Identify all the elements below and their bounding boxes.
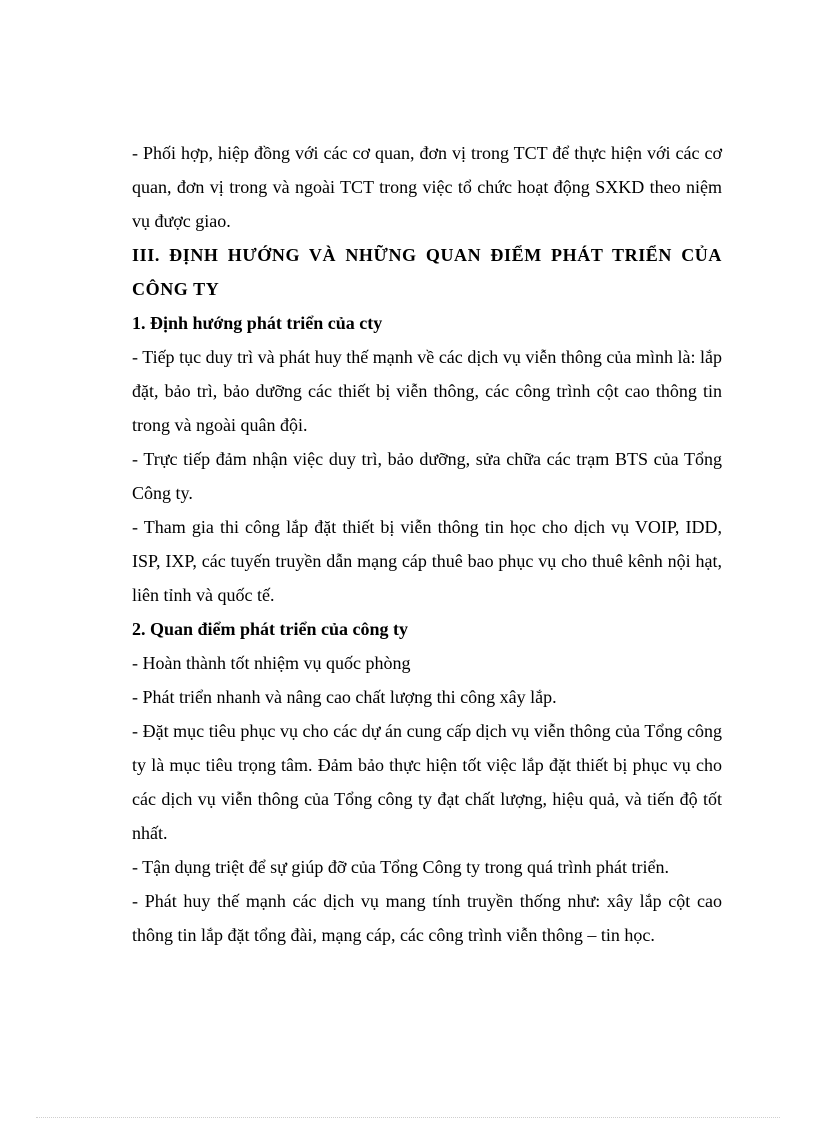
subheading-2: 2. Quan điểm phát triển của công ty [132,619,409,639]
section-heading-iii: III. ĐỊNH HƯỚNG VÀ NHỮNG QUAN ĐIỂM PHÁT TRIỂN CỦA CÔNG TY [132,245,722,299]
para-service-goal: - Đặt mục tiêu phục vụ cho các dự án cung cấp dịch vụ viễn thông của Tổng công ty là mục tiêu trọng tâm. Đảm bảo thực hiện tốt việc lắp đặt thiết bị phục vụ cho các dịch vụ viễn thông của Tổng công ty đạt chất lượng, hiệu quả, và tiến độ tốt nhất. [132,721,722,843]
subheading-1: 1. Định hướng phát triển của cty [132,313,383,333]
para-leverage-support: - Tận dụng triệt để sự giúp đỡ của Tổng Công ty trong quá trình phát triển. [132,857,670,877]
para-traditional-services: - Phát huy thế mạnh các dịch vụ mang tính truyền thống như: xây lắp cột cao thông tin lắp đặt tổng đài, mạng cáp, các công trình viễn thông – tin học. [132,891,722,945]
page-bottom-rule [36,1117,780,1118]
document-body [132,136,722,952]
para-coordination: - Phối hợp, hiệp đồng với các cơ quan, đơn vị trong TCT để thực hiện với các cơ quan, đơn vị trong và ngoài TCT trong việc tổ chức hoạt động SXKD theo niệm vụ được giao. [132,143,722,231]
para-construction-quality: - Phát triển nhanh và nâng cao chất lượng thi công xây lắp. [132,687,557,707]
para-bts-maintenance: - Trực tiếp đảm nhận việc duy trì, bảo dưỡng, sửa chữa các trạm BTS của Tổng Công ty. [132,449,722,503]
para-defense-mission: - Hoàn thành tốt nhiệm vụ quốc phòng [132,653,411,673]
para-installation: - Tham gia thi công lắp đặt thiết bị viễn thông tin học cho dịch vụ VOIP, IDD, ISP, IXP, các tuyến truyền dẫn mạng cáp thuê bao phục vụ cho thuê kênh nội hạt, liên tỉnh và quốc tế. [132,517,722,605]
para-maintain-strengths: - Tiếp tục duy trì và phát huy thế mạnh về các dịch vụ viễn thông của mình là: lắp đặt, bảo trì, bảo dưỡng các thiết bị viễn thông, các công trình cột cao thông tin trong và ngoài quân đội. [132,347,722,435]
